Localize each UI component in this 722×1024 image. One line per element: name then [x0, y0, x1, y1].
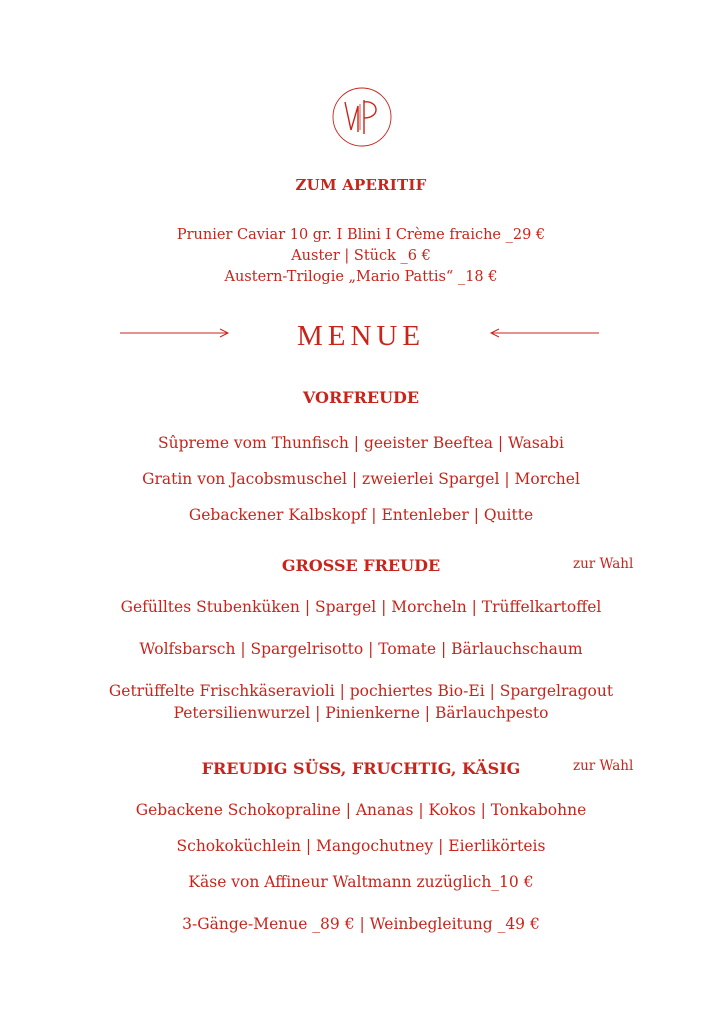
mp-monogram-logo [331, 86, 393, 148]
section-title-vorfreude: VORFREUDE [302, 388, 420, 407]
dish-item: Gefülltes Stubenküken | Spargel | Morcheln | Trüffelkartoffel [120, 598, 602, 616]
dish-item: Gebackene Schokopraline | Ananas | Kokos | Tonkabohne [135, 801, 587, 819]
dish-item: Gebackener Kalbskopf | Entenleber | Quitte [188, 506, 534, 524]
dish-item: Schokoküchlein | Mangochutney | Eierlikörteis [176, 837, 546, 855]
choice-note: zur Wahl [573, 758, 634, 774]
aperitif-item: Auster | Stück _6 € [291, 248, 431, 264]
menue-title: MENUE [296, 320, 426, 352]
choice-note: zur Wahl [573, 556, 634, 572]
dish-item: Getrüffelte Frischkäseravioli | pochiertes Bio-Ei | Spargelragout [108, 682, 614, 700]
arrow-left-icon [487, 326, 599, 340]
aperitif-item: Prunier Caviar 10 gr. I Blini I Crème fraiche _29 € [176, 227, 546, 243]
menu-price-summary: 3-Gänge-Menue _89 € | Weinbegleitung _49 € [182, 915, 540, 933]
dish-item: Wolfsbarsch | Spargelrisotto | Tomate | Bärlauchschaum [139, 640, 583, 658]
section-title-dessert: FREUDIG SÜSS, FRUCHTIG, KÄSIG [201, 759, 521, 778]
dish-item: Gratin von Jacobsmuschel | zweierlei Spargel | Morchel [142, 470, 580, 488]
aperitif-item: Austern-Trilogie „Mario Pattis“ _18 € [224, 269, 498, 285]
dish-item: Sûpreme vom Thunfisch | geeister Beeftea | Wasabi [158, 434, 564, 452]
dish-item: Käse von Affineur Waltmann zuzüglich_10 € [188, 873, 534, 891]
section-title-grosse-freude: GROSSE FREUDE [281, 556, 441, 575]
dish-item: Petersilienwurzel | Pinienkerne | Bärlauchpesto [173, 704, 549, 722]
aperitif-title: ZUM APERITIF [295, 176, 427, 194]
